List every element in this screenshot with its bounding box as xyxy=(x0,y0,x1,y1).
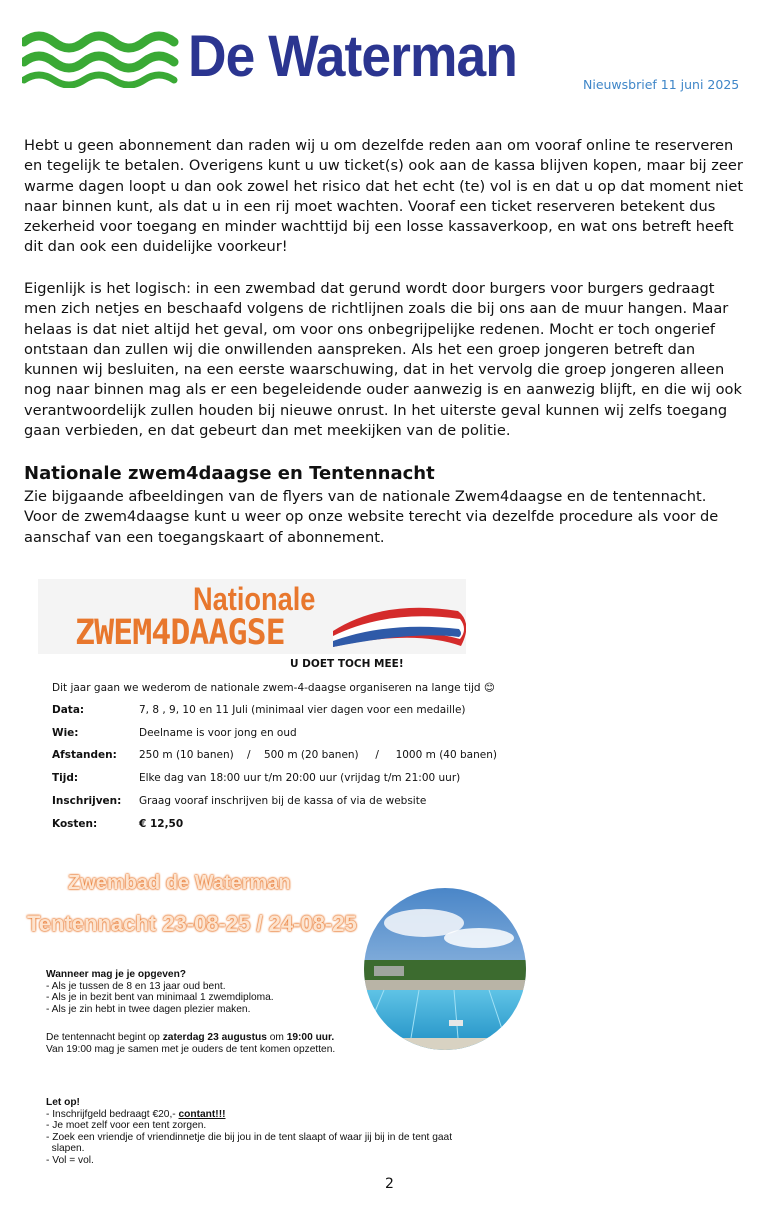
tentennacht-title-1: Zwembad de Waterman xyxy=(68,872,291,894)
info-label: Wie: xyxy=(52,727,79,739)
paragraph-flyers xyxy=(24,487,746,548)
zwem4daagse-intro: Dit jaar gaan we wederom de nationale zwem-4-daagse organiseren na lange tijd 😊 xyxy=(52,682,495,694)
zwem4daagse-subtitle: U DOET TOCH MEE! xyxy=(290,658,404,670)
dutch-flag-ribbon-icon xyxy=(333,601,466,651)
signup-conditions xyxy=(46,969,274,1015)
info-label: Inschrijven: xyxy=(52,795,122,807)
start-date: zaterdag 23 augustus xyxy=(162,1032,267,1043)
start-prefix: De tentennacht begint op xyxy=(46,1032,163,1043)
info-value: 250 m (10 banen) / 500 m (20 banen) / 1000 m (40 banen) xyxy=(139,749,497,761)
fee-cash: contant!!! xyxy=(178,1108,226,1120)
info-label: Kosten: xyxy=(52,818,98,830)
paragraph-reservation: Hebt u geen abonnement dan raden wij u om dezelfde reden aan om vooraf online te reserveren en tegelijk te betalen. Overigens kunt u uw ticket(s) ook aan de kassa blijven kopen, maar bij zeer warme dagen loopt u dan ook zowel het risico dat het echt (te) vol is en dat u op dat moment niet naar binnen kunt, als dat u in een rij moet wachten. Vooraf een ticket reserveren betekent dus zekerheid voor toegang en minder wachttijd bij een losse kassaverkoop, en wat ons betreft heeft dit dan ook een duidelijke voorkeur! xyxy=(24,137,744,256)
condition-item: - Als je tussen de 8 en 13 jaar oud bent. xyxy=(46,980,226,992)
info-value: Graag vooraf inschrijven bij de kassa of via de website xyxy=(139,795,427,807)
newsletter-date: Nieuwsbrief 11 juni 2025 xyxy=(583,77,740,92)
info-label: Tijd: xyxy=(52,772,79,784)
info-label: Data: xyxy=(52,704,85,716)
info-value: Elke dag van 18:00 uur t/m 20:00 uur (vrijdag t/m 21:00 uur) xyxy=(139,772,461,784)
zwem4daagse-banner xyxy=(38,579,466,654)
fee-prefix: - Inschrijfgeld bedraagt €20,- xyxy=(46,1108,179,1120)
note-item: - Vol = vol. xyxy=(46,1154,94,1166)
zwem4daagse-title-1: Nationale xyxy=(193,581,316,617)
start-info xyxy=(46,1032,335,1055)
info-value: 7, 8 , 9, 10 en 11 Juli (minimaal vier dagen voor een medaille) xyxy=(139,704,466,716)
info-value: € 12,50 xyxy=(139,818,184,830)
zwem4daagse-title-2: ZWEM4DAAGSE xyxy=(75,613,285,653)
note-item: - Zoek een vriendje of vriendinnetje die bij jou in de tent slaapt of waar jij bij in de tent gaat xyxy=(46,1131,453,1143)
logo-text: De Waterman xyxy=(188,24,517,89)
signup-heading: Wanneer mag je je opgeven? xyxy=(46,969,187,980)
start-line-2: Van 19:00 mag je samen met je ouders de tent komen opzetten. xyxy=(46,1043,336,1055)
info-label: Afstanden: xyxy=(52,749,117,761)
waves-logo-icon xyxy=(22,28,182,88)
note-item: slapen. xyxy=(46,1143,85,1155)
condition-item: - Als je zin hebt in twee dagen plezier maken. xyxy=(46,1003,251,1015)
notes xyxy=(46,1097,452,1167)
tentennacht-title-2: Tentennacht 23-08-25 / 24-08-25 xyxy=(27,911,357,936)
condition-item: - Als je in bezit bent van minimaal 1 zwemdiploma. xyxy=(46,992,274,1004)
section-title: Nationale zwem4daagse en Tentennacht xyxy=(24,463,435,484)
flyers-line-1: Zie bijgaande afbeeldingen van de flyers van de nationale Zwem4daagse en de tentennacht. xyxy=(24,488,707,505)
notes-heading: Let op! xyxy=(46,1097,80,1108)
paragraph-behaviour: Eigenlijk is het logisch: in een zwembad dat gerund wordt door burgers voor burgers gedraagt men zich netjes en beschaafd volgens de richtlijnen zoals die bij ons aan de muur hangen. Maar helaas is dat niet altijd het geval, om voor ons onbegrijpelijke redenen. Mocht er toch ongerief ontstaan dan zullen wij die onwillenden aanspreken. Als het een groep jongeren betreft dan kunnen wij besluiten, na een eerste waarschuwing, dat in het vervolg die groep jongeren alleen nog naar binnen mag als er een begeleidende ouder aanwezig is en aanwezig blijft, en die wij ook verantwoordelijk zullen houden bij nieuwe onrust. In het uiterste geval kunnen wij zelfs toegang gaan verbieden, en dat gebeurt dan met meekijken van de politie. xyxy=(24,280,742,440)
flyers-line-2: Voor de zwem4daagse kunt u weer op onze website terecht via dezelfde procedure als voor de aanschaf van een toegangskaart of abonnement. xyxy=(24,508,719,546)
start-mid: om xyxy=(266,1032,287,1043)
info-value: Deelname is voor jong en oud xyxy=(139,727,297,739)
start-time: 19:00 uur. xyxy=(286,1032,335,1043)
page-number: 2 xyxy=(385,1176,394,1192)
pool-photo xyxy=(364,888,526,1050)
note-item: - Je moet zelf voor een tent zorgen. xyxy=(46,1120,207,1132)
